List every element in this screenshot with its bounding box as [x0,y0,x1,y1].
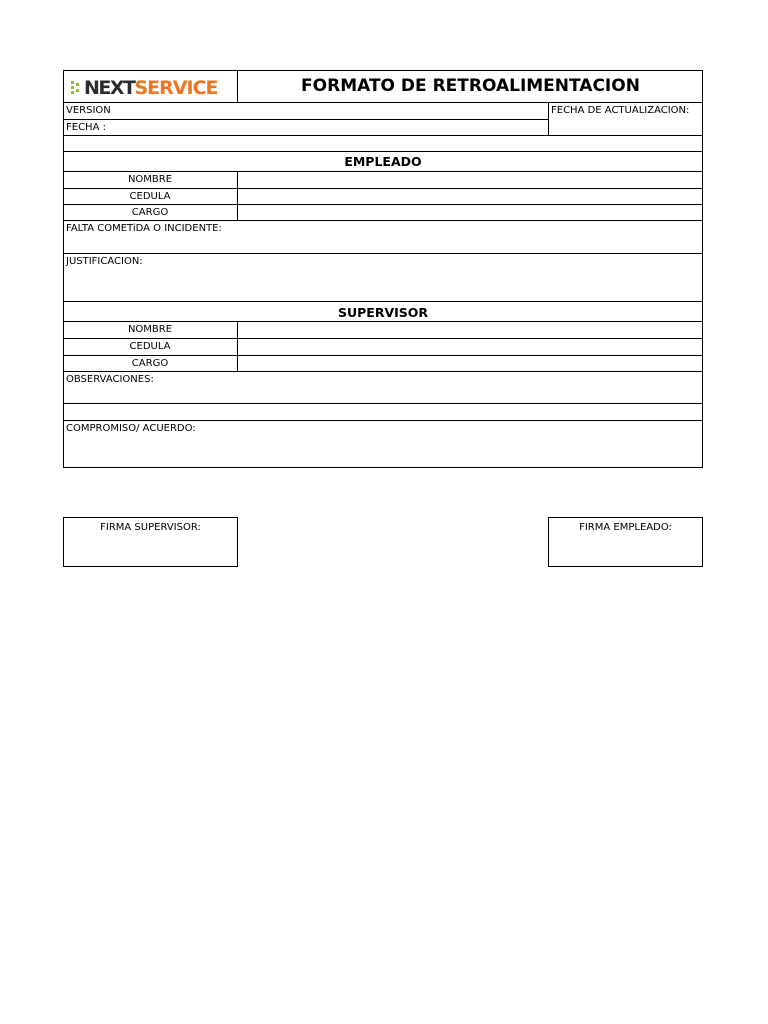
logo-text-service: SERVICE [134,77,218,99]
divider [237,321,238,371]
logo-text-next: NEXT [84,77,135,99]
divider [63,151,703,152]
fecha-actualizacion-label: FECHA DE ACTUALIZACION: [551,105,690,116]
supervisor-section-title: SUPERVISOR [337,305,429,320]
divider [63,102,703,103]
version-label: VERSION [66,105,111,116]
divider [63,253,703,254]
divider [63,420,703,421]
divider [63,403,703,404]
divider [63,338,703,339]
empleado-cedula-label: CEDULA [129,191,171,202]
divider [63,301,703,302]
firma-empleado-box [548,517,703,567]
firma-supervisor-label: FIRMA SUPERVISOR: [100,522,201,533]
empleado-section-title: EMPLEADO [344,154,422,169]
logo-dots-icon [70,79,84,97]
divider [63,119,548,120]
form-title: FORMATO DE RETROALIMENTACION [301,76,640,96]
compromiso-label: COMPROMISO/ ACUERDO: [66,423,196,434]
divider [63,355,703,356]
observaciones-label: OBSERVACIONES: [66,374,154,385]
firma-supervisor-box [63,517,238,567]
supervisor-nombre-label: NOMBRE [127,324,173,335]
empleado-nombre-label: NOMBRE [127,174,173,185]
divider [63,220,703,221]
justificacion-label: JUSTIFICACION: [66,256,143,267]
empleado-cargo-label: CARGO [131,207,169,218]
divider [63,204,703,205]
form-frame [63,70,703,468]
divider [237,171,238,221]
divider [63,188,703,189]
divider [548,102,549,135]
supervisor-cedula-label: CEDULA [129,341,171,352]
firma-empleado-label: FIRMA EMPLEADO: [579,522,672,533]
falta-label: FALTA COMETiDA O INCIDENTE: [66,223,222,234]
divider [63,171,703,172]
supervisor-cargo-label: CARGO [131,358,169,369]
divider [63,135,703,136]
company-logo [70,78,230,98]
divider [63,371,703,372]
divider [63,321,703,322]
fecha-label: FECHA : [66,122,106,133]
